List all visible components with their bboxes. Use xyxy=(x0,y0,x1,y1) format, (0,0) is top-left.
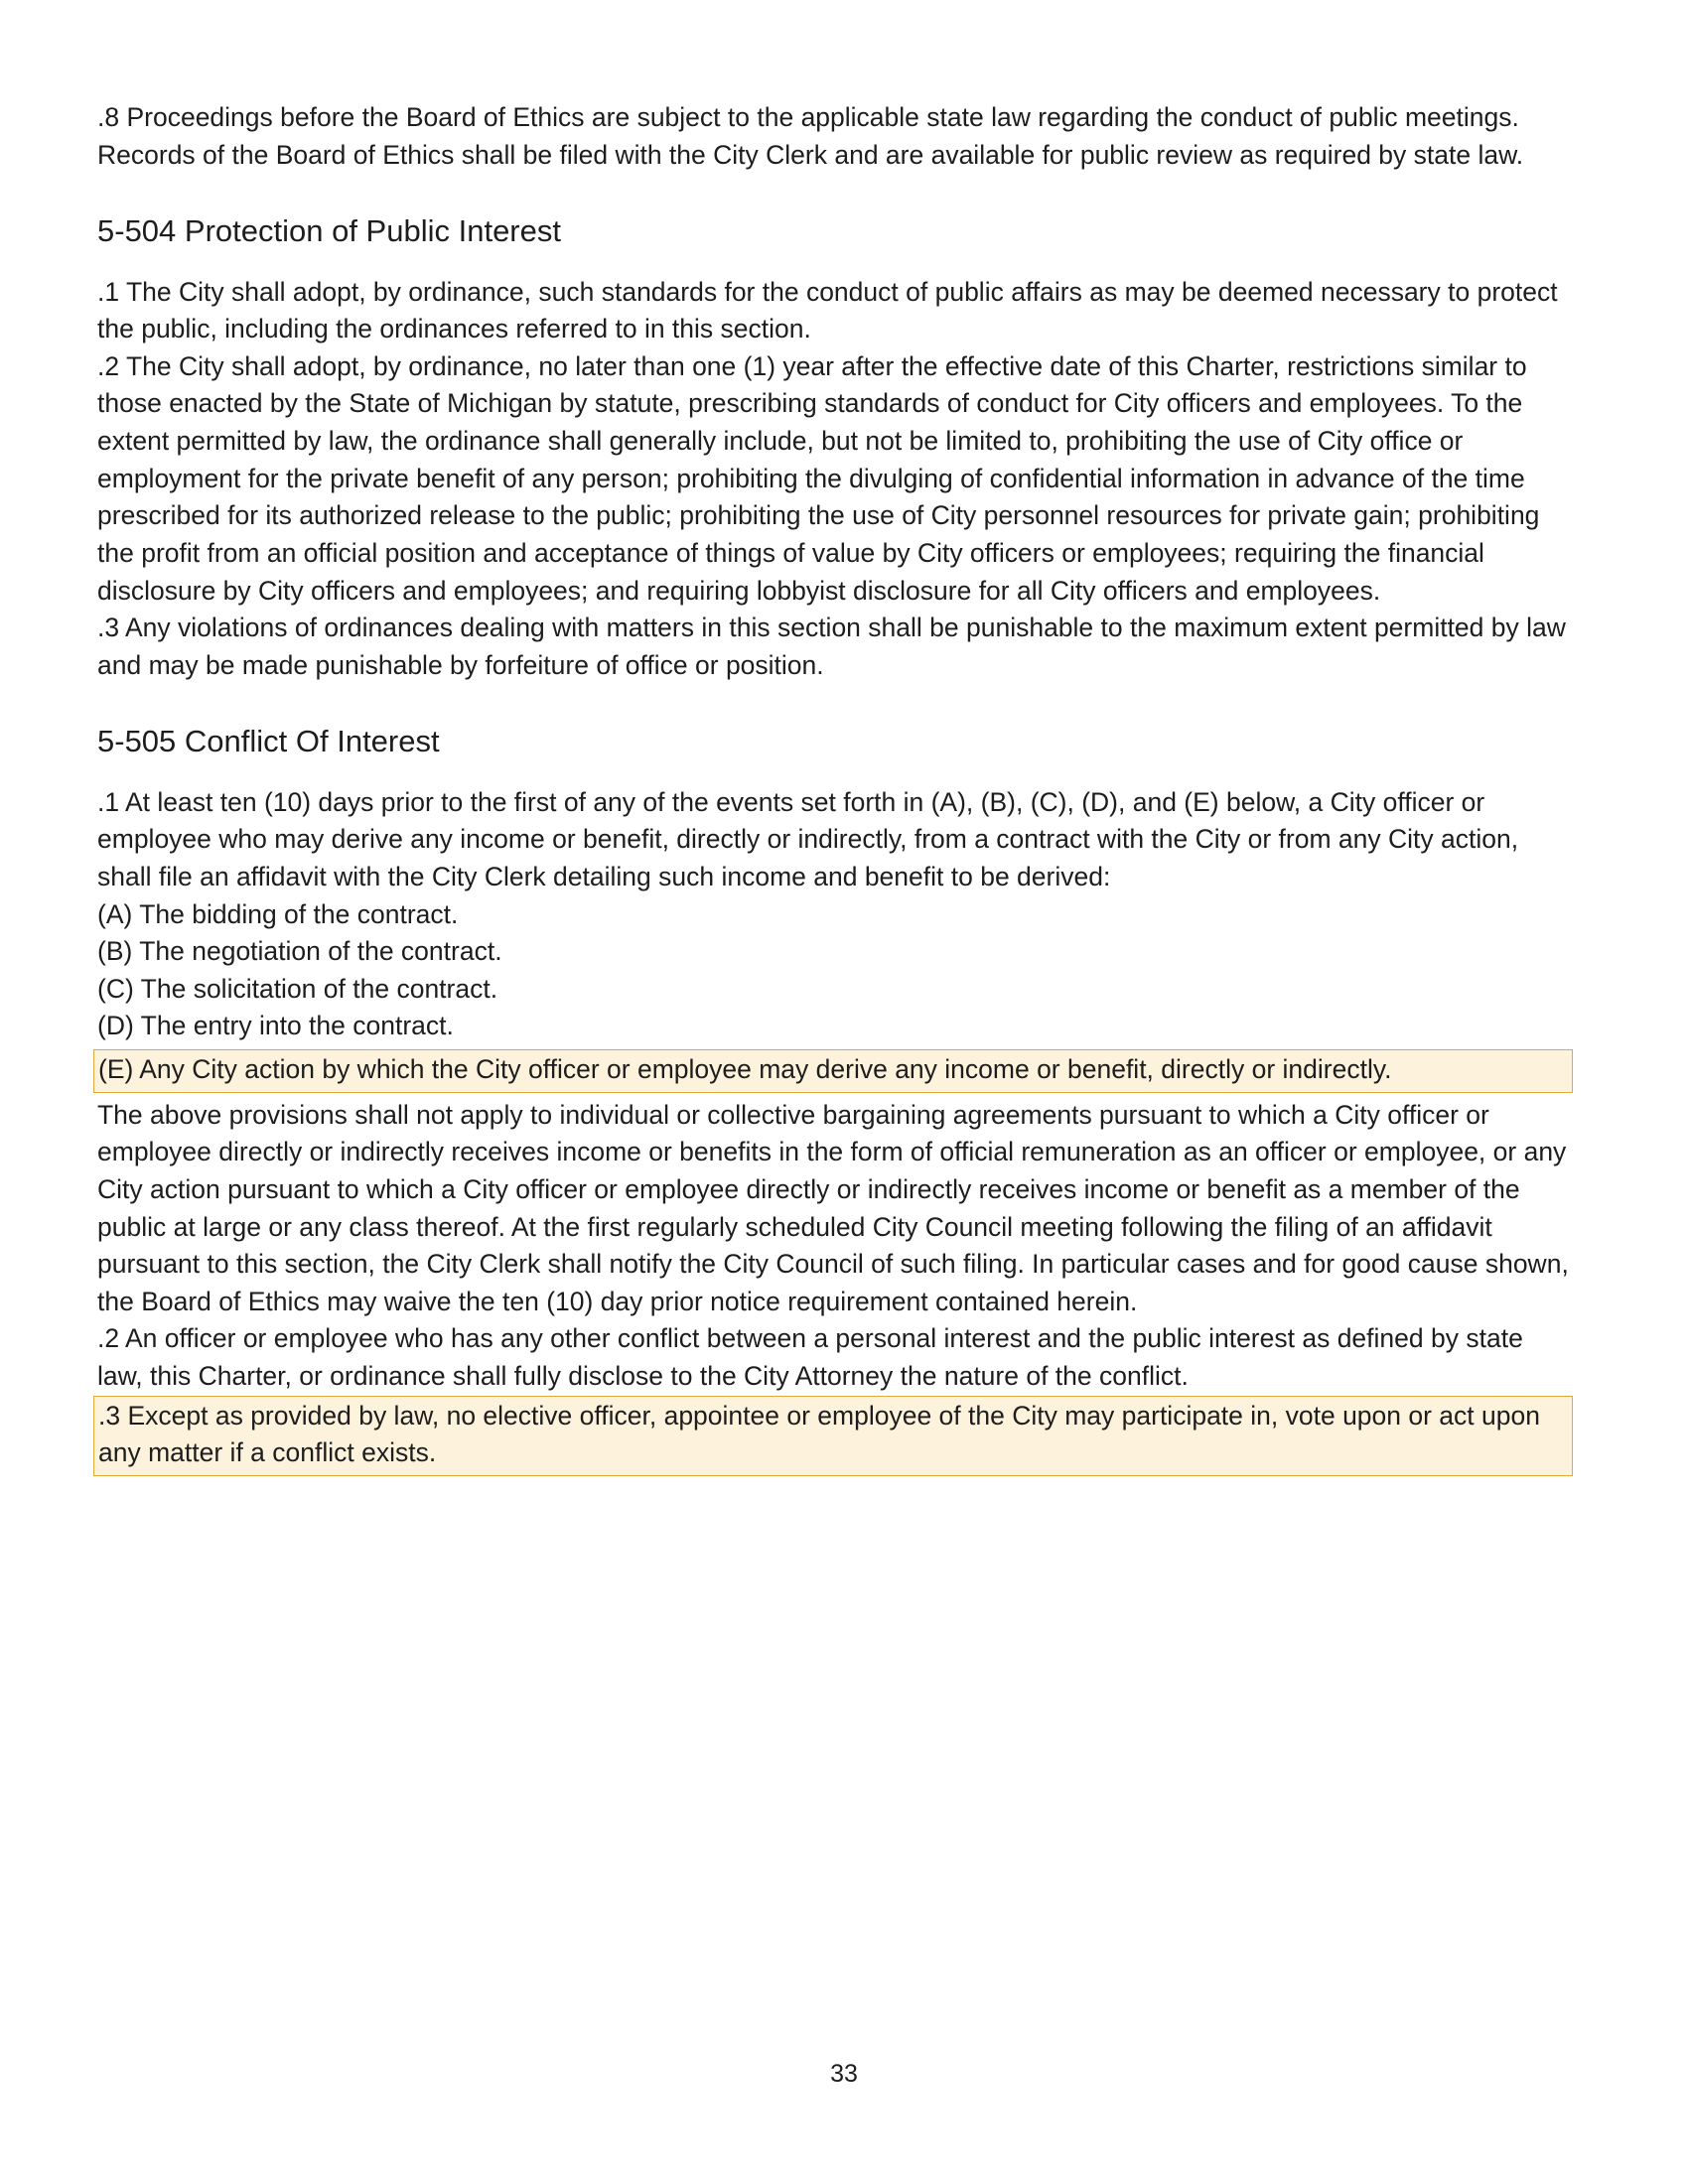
section-heading-5-505: 5-505 Conflict Of Interest xyxy=(97,724,440,759)
list-item: (C) The solicitation of the contract. xyxy=(97,973,498,1004)
paragraph-5-505-2: .2 An officer or employee who has any other conflict between a personal interest and the public interest as defined by state law, this Charter, or ordinance shall fully disclose to the City Attorney the nature of the conflict. xyxy=(97,1323,1523,1392)
highlighted-list-item-e: (E) Any City action by which the City officer or employee may derive any income or benefit, directly or indirectly. xyxy=(93,1049,1573,1093)
paragraph-5-504-3: .3 Any violations of ordinances dealing with matters in this section shall be punishable to the maximum extent permitted by law and may be made punishable by forfeiture of office or position. xyxy=(97,613,1566,680)
section-heading-5-504: 5-504 Protection of Public Interest xyxy=(97,213,561,249)
paragraph-5-504-1: .1 The City shall adopt, by ordinance, such standards for the conduct of public affairs as may be deemed necessary to protect the public, including the ordinances referred to in this section. xyxy=(97,276,1558,344)
paragraph-5-503-8: .8 Proceedings before the Board of Ethics are subject to the applicable state law regarding the conduct of public meetings. Records of the Board of Ethics shall be filed with the City Clerk and are available for public review as required by state law. xyxy=(97,102,1524,170)
paragraph-5-504-2: .2 The City shall adopt, by ordinance, no later than one (1) year after the effective date of this Charter, restrictions similar to those enacted by the State of Michigan by statute, prescribing standards of conduct for City officers and employees. To the extent permitted by law, the ordinance shall generally include, but not be limited to, prohibiting the use of City office or employment for the private benefit of any person; prohibiting the divulging of confidential information in advance of the time prescribed for its authorized release to the public; prohibiting the use of City personnel resources for private gain; prohibiting the profit from an official position and acceptance of things of value by City officers or employees; requiring the financial disclosure by City officers and employees; and requiring lobbyist disclosure for all City officers and employees. xyxy=(97,350,1540,606)
list-item: (A) The bidding of the contract. xyxy=(97,898,459,929)
highlighted-paragraph-5-505-3: .3 Except as provided by law, no elective officer, appointee or employee of the City may participate in, vote upon or act upon any matter if a conflict exists. xyxy=(93,1396,1573,1476)
paragraph-5-505-continuation: The above provisions shall not apply to individual or collective bargaining agreements pursuant to which a City officer or employee directly or indirectly receives income or benefits in the form of official remuneration as an officer or employee, or any City action pursuant to which a City officer or employee directly or indirectly receives income or benefit as a member of the public at large or any class thereof. At the first regularly scheduled City Council meeting following the filing of an affidavit pursuant to this section, the City Clerk shall notify the City Council of such filing. In particular cases and for good cause shown, the Board of Ethics may waive the ten (10) day prior notice requirement contained herein. xyxy=(97,1099,1569,1316)
list-item: (B) The negotiation of the contract. xyxy=(97,936,502,967)
list-item: (D) The entry into the contract. xyxy=(97,1011,454,1041)
page-number: 33 xyxy=(830,2060,858,2088)
paragraph-5-505-1: .1 At least ten (10) days prior to the first of any of the events set forth in (A), (B), (C), (D), and (E) below, a City officer or employee who may derive any income or benefit, directly or indirectly, from a contract with the City or from any City action, shall file an affidavit with the City Clerk detailing such income and benefit to be derived: xyxy=(97,786,1519,891)
